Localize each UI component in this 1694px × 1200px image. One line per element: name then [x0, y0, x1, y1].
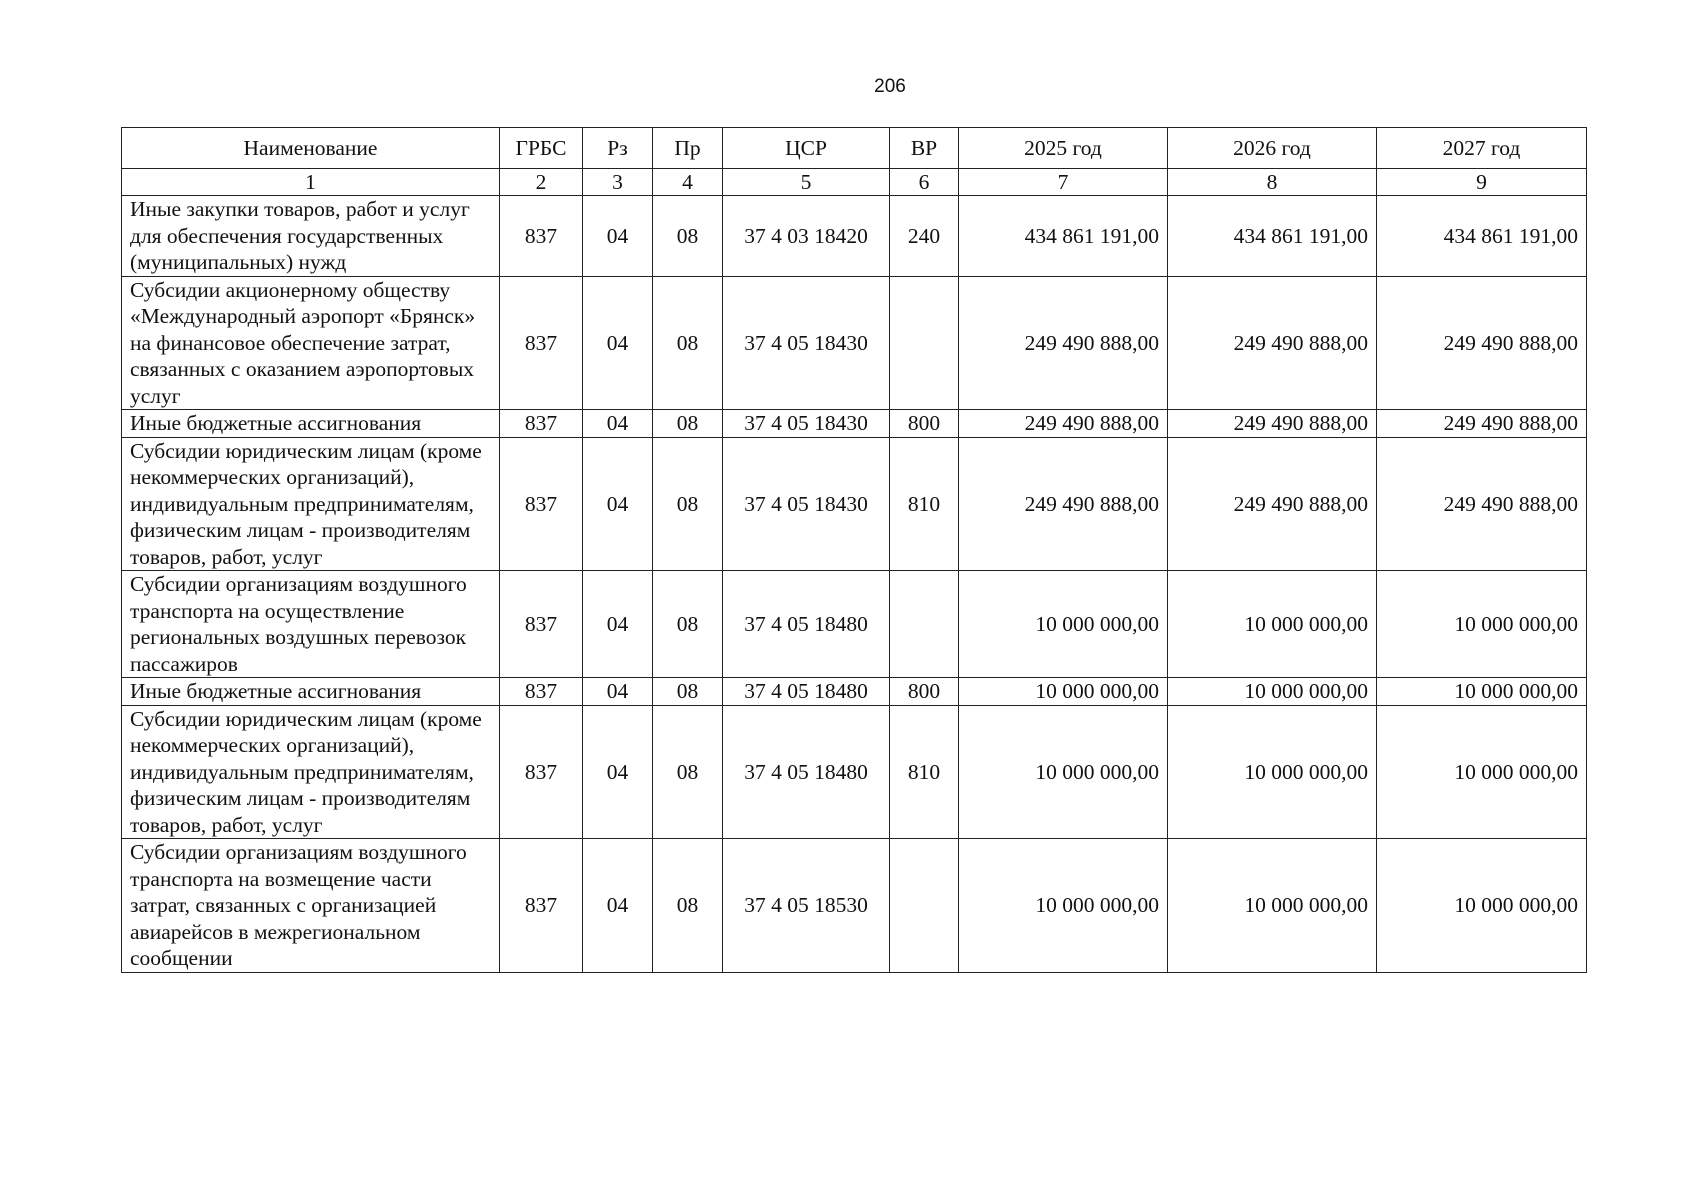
header-2025: 2025 год — [959, 128, 1168, 169]
table-row — [122, 705, 1587, 839]
cell-name: Иные закупки товаров, работ и услуг для обеспечения государственных (муниципальных) нужд — [122, 196, 500, 277]
cell-2027: 434 861 191,00 — [1377, 196, 1587, 277]
cell-pr: 08 — [653, 196, 723, 277]
cell-vr: 240 — [890, 196, 959, 277]
cell-2027: 10 000 000,00 — [1377, 705, 1587, 839]
cell-vr: 810 — [890, 437, 959, 571]
cell-rz: 04 — [583, 678, 653, 706]
cell-grbs: 837 — [500, 678, 583, 706]
column-number: 8 — [1168, 169, 1377, 196]
header-name: Наименование — [122, 128, 500, 169]
cell-2026: 249 490 888,00 — [1168, 437, 1377, 571]
cell-vr: 800 — [890, 678, 959, 706]
cell-2025: 249 490 888,00 — [959, 276, 1168, 410]
cell-rz: 04 — [583, 571, 653, 678]
cell-2027: 249 490 888,00 — [1377, 276, 1587, 410]
cell-name: Субсидии юридическим лицам (кроме некоммерческих организаций), индивидуальным предпринимателям, физическим лицам - производителям товаров, работ, услуг — [122, 437, 500, 571]
cell-2027: 10 000 000,00 — [1377, 678, 1587, 706]
page-number: 206 — [874, 76, 906, 97]
cell-2027: 249 490 888,00 — [1377, 410, 1587, 438]
cell-csr: 37 4 05 18530 — [723, 839, 890, 973]
cell-vr: 800 — [890, 410, 959, 438]
table-row — [122, 276, 1587, 410]
cell-2026: 434 861 191,00 — [1168, 196, 1377, 277]
cell-2025: 10 000 000,00 — [959, 678, 1168, 706]
cell-grbs: 837 — [500, 276, 583, 410]
cell-2026: 10 000 000,00 — [1168, 839, 1377, 973]
cell-csr: 37 4 05 18480 — [723, 678, 890, 706]
table-row — [122, 196, 1587, 277]
cell-rz: 04 — [583, 196, 653, 277]
cell-rz: 04 — [583, 839, 653, 973]
table-row — [122, 678, 1587, 706]
table-row — [122, 410, 1587, 438]
header-2027: 2027 год — [1377, 128, 1587, 169]
cell-2026: 249 490 888,00 — [1168, 410, 1377, 438]
header-row — [122, 128, 1587, 169]
cell-pr: 08 — [653, 571, 723, 678]
cell-pr: 08 — [653, 678, 723, 706]
cell-2025: 249 490 888,00 — [959, 410, 1168, 438]
column-number: 6 — [890, 169, 959, 196]
cell-rz: 04 — [583, 437, 653, 571]
cell-2027: 10 000 000,00 — [1377, 839, 1587, 973]
header-grbs: ГРБС — [500, 128, 583, 169]
cell-pr: 08 — [653, 276, 723, 410]
cell-2025: 10 000 000,00 — [959, 571, 1168, 678]
header-rz: Рз — [583, 128, 653, 169]
cell-grbs: 837 — [500, 839, 583, 973]
cell-name: Субсидии акционерному обществу «Международный аэропорт «Брянск» на финансовое обеспечение затрат, связанных с оказанием аэропортовых услуг — [122, 276, 500, 410]
cell-2026: 10 000 000,00 — [1168, 705, 1377, 839]
cell-csr: 37 4 05 18430 — [723, 276, 890, 410]
header-vr: ВР — [890, 128, 959, 169]
column-number: 2 — [500, 169, 583, 196]
header-pr: Пр — [653, 128, 723, 169]
cell-2026: 10 000 000,00 — [1168, 571, 1377, 678]
table-row — [122, 571, 1587, 678]
column-number: 1 — [122, 169, 500, 196]
column-number: 7 — [959, 169, 1168, 196]
cell-name: Иные бюджетные ассигнования — [122, 410, 500, 438]
column-number-row — [122, 169, 1587, 196]
cell-pr: 08 — [653, 410, 723, 438]
cell-pr: 08 — [653, 839, 723, 973]
cell-csr: 37 4 05 18480 — [723, 571, 890, 678]
cell-2025: 249 490 888,00 — [959, 437, 1168, 571]
cell-pr: 08 — [653, 705, 723, 839]
cell-name: Иные бюджетные ассигнования — [122, 678, 500, 706]
cell-grbs: 837 — [500, 196, 583, 277]
cell-grbs: 837 — [500, 705, 583, 839]
cell-2026: 10 000 000,00 — [1168, 678, 1377, 706]
cell-rz: 04 — [583, 705, 653, 839]
cell-2027: 249 490 888,00 — [1377, 437, 1587, 571]
cell-csr: 37 4 05 18430 — [723, 437, 890, 571]
cell-vr: 810 — [890, 705, 959, 839]
column-number: 4 — [653, 169, 723, 196]
cell-csr: 37 4 05 18480 — [723, 705, 890, 839]
cell-pr: 08 — [653, 437, 723, 571]
column-number: 3 — [583, 169, 653, 196]
cell-name: Субсидии организациям воздушного транспорта на возмещение части затрат, связанных с организацией авиарейсов в межрегиональном сообщении — [122, 839, 500, 973]
cell-2025: 10 000 000,00 — [959, 839, 1168, 973]
column-number: 5 — [723, 169, 890, 196]
cell-csr: 37 4 03 18420 — [723, 196, 890, 277]
cell-vr — [890, 571, 959, 678]
cell-2025: 434 861 191,00 — [959, 196, 1168, 277]
cell-2027: 10 000 000,00 — [1377, 571, 1587, 678]
cell-name: Субсидии юридическим лицам (кроме некоммерческих организаций), индивидуальным предпринимателям, физическим лицам - производителям товаров, работ, услуг — [122, 705, 500, 839]
cell-csr: 37 4 05 18430 — [723, 410, 890, 438]
header-2026: 2026 год — [1168, 128, 1377, 169]
cell-rz: 04 — [583, 276, 653, 410]
table-row — [122, 839, 1587, 973]
cell-grbs: 837 — [500, 410, 583, 438]
budget-table — [121, 127, 1587, 973]
column-number: 9 — [1377, 169, 1587, 196]
cell-name: Субсидии организациям воздушного транспорта на осуществление региональных воздушных перевозок пассажиров — [122, 571, 500, 678]
header-csr: ЦСР — [723, 128, 890, 169]
cell-2025: 10 000 000,00 — [959, 705, 1168, 839]
cell-2026: 249 490 888,00 — [1168, 276, 1377, 410]
table-row — [122, 437, 1587, 571]
cell-rz: 04 — [583, 410, 653, 438]
cell-grbs: 837 — [500, 437, 583, 571]
cell-vr — [890, 839, 959, 973]
cell-grbs: 837 — [500, 571, 583, 678]
cell-vr — [890, 276, 959, 410]
